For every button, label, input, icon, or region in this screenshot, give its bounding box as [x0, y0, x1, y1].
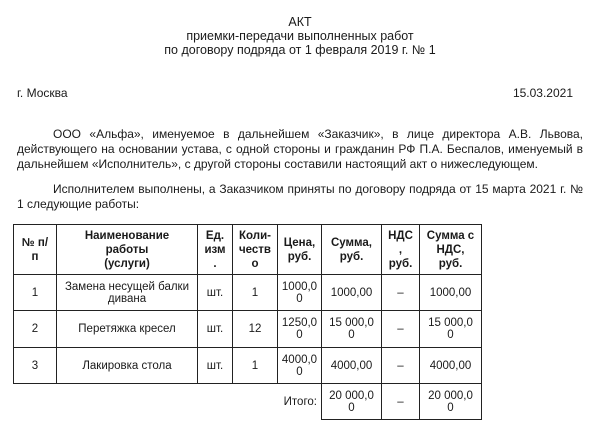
row-sum: 1000,00 [322, 275, 382, 311]
col-header-sum-vat: Сумма с НДС, руб. [420, 225, 482, 275]
document-date: 15.03.2021 [512, 86, 573, 100]
works-intro-paragraph [17, 182, 583, 212]
row-price: 1250,0 0 [278, 311, 322, 348]
col-header-qty: Коли- честв о [233, 225, 278, 275]
row-qty: 1 [233, 348, 278, 384]
row-price: 4000,0 0 [278, 348, 322, 384]
col-header-name: Наименование работы (услуги) [57, 225, 198, 275]
row-unit: шт. [198, 311, 233, 348]
row-qty: 12 [233, 311, 278, 348]
row-sum: 4000,00 [322, 348, 382, 384]
works-table [13, 224, 482, 420]
total-sum-vat: 20 000,0 0 [420, 384, 482, 420]
col-header-unit: Ед. изм . [198, 225, 233, 275]
col-header-vat: НДС , руб. [382, 225, 420, 275]
col-header-sum: Сумма, руб. [322, 225, 382, 275]
row-sum-vat: 1000,00 [420, 275, 482, 311]
row-name: Перетяжка кресел [57, 311, 198, 348]
row-num: 3 [14, 348, 57, 384]
total-sum: 20 000,0 0 [322, 384, 382, 420]
row-price: 1000,0 0 [278, 275, 322, 311]
total-blank [14, 384, 278, 420]
table-row [14, 348, 482, 384]
works-intro-text: Исполнителем выполнены, а Заказчиком приняты по договору подряда от 15 марта 2021 г. № 1 следующие работы: [17, 182, 583, 211]
row-vat: – [382, 311, 420, 348]
place: г. Москва [17, 86, 68, 100]
row-name: Замена несущей балки дивана [57, 275, 198, 311]
contract-reference: по договору подряда от 1 февраля 2019 г. № 1 [164, 43, 436, 57]
row-qty: 1 [233, 275, 278, 311]
total-label: Итого: [283, 395, 317, 408]
row-unit: шт. [198, 275, 233, 311]
table-total-row [14, 384, 482, 420]
col-header-num: № п/ п [14, 225, 57, 275]
parties-paragraph [17, 127, 583, 172]
table-row [14, 275, 482, 311]
row-unit: шт. [198, 348, 233, 384]
table-header-row [14, 225, 482, 275]
document-title: АКТ [288, 15, 312, 29]
parties-text: ООО «Альфа», именуемое в дальнейшем «Заказчик», в лице директора А.В. Львова, действующего на основании устава, с одной стороны и гражданин РФ П.А. Беспалов, именуемый в дальнейшем «Исполнитель», с другой стороны составили настоящий акт о нижеследующем. [17, 127, 583, 171]
row-sum-vat: 15 000,0 0 [420, 311, 482, 348]
row-sum: 15 000,0 0 [322, 311, 382, 348]
document-subtitle: приемки-передачи выполненных работ [186, 29, 414, 43]
row-num: 2 [14, 311, 57, 348]
table-row [14, 311, 482, 348]
col-header-price: Цена, руб. [278, 225, 322, 275]
row-num: 1 [14, 275, 57, 311]
row-vat: – [382, 275, 420, 311]
row-name: Лакировка стола [57, 348, 198, 384]
total-vat: – [382, 384, 420, 420]
row-vat: – [382, 348, 420, 384]
row-sum-vat: 4000,00 [420, 348, 482, 384]
